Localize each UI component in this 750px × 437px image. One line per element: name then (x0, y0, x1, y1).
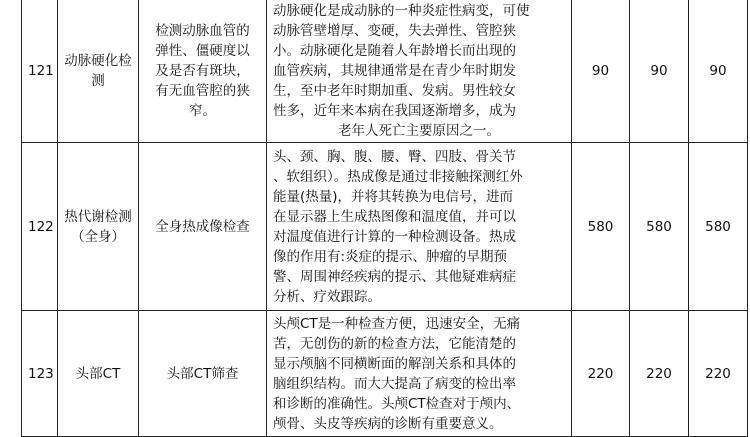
purpose-line: 全身热成像检查 (155, 218, 250, 235)
item-purpose (139, 0, 267, 143)
description-line: 警、周围神经疾病的提示、其他疑难病症 (273, 268, 516, 285)
price-2: 220 (630, 311, 689, 437)
purpose-line: 有无血管腔的狭 (155, 82, 250, 99)
item-description (267, 0, 572, 143)
item-purpose (139, 311, 267, 437)
description-line: 性多，近年来本病在我国逐渐增多，成为 (273, 102, 516, 119)
item-name: 热代谢检测（全身） (58, 143, 139, 311)
price-2: 90 (630, 0, 689, 143)
item-name: 动脉硬化检测 (58, 0, 139, 143)
price-3: 580 (689, 143, 748, 311)
price-2: 580 (630, 143, 689, 311)
price-3: 90 (689, 0, 748, 143)
description-line: 对温度值进行计算的一种检测设备。热成 (273, 228, 516, 245)
price-1: 220 (572, 311, 630, 437)
item-description (267, 143, 572, 311)
table-row (22, 311, 748, 437)
price-1: 580 (572, 143, 630, 311)
table-row (22, 143, 748, 311)
description-line: 脑组织结构。而大大提高了病变的检出率 (273, 375, 516, 392)
description-line: 小。动脉硬化是随着人年龄增长而出现的 (273, 42, 516, 59)
description-line: 显示颅脑不同横断面的解剖关系和具体的 (273, 355, 516, 372)
purpose-line: 检测动脉血管的 (155, 22, 250, 39)
description-line: 动脉管壁增厚、变硬，失去弹性、管腔狭 (273, 22, 516, 39)
purpose-line: 弹性、僵硬度以 (155, 42, 250, 59)
description-line: 血管疾病，其规律通常是在青少年时期发 (273, 62, 516, 79)
description-line: 分析、疗效跟踪。 (273, 288, 381, 305)
description-line: 、软组织）。热成像是通过非接触探测红外 (273, 168, 523, 185)
description-line: 头、颈、胸、腹、腰、臀、四肢、骨关节 (273, 148, 516, 165)
item-number: 121 (22, 0, 58, 143)
description-line: 颅骨、头皮等疾病的诊断有重要意义。 (273, 415, 503, 432)
description-line: 头颅CT是一种检查方便，迅速安全，无痛 (273, 315, 521, 332)
price-3: 220 (689, 311, 748, 437)
description-line: 能量(热量)，并将其转换为电信号，进而 (273, 188, 514, 205)
item-name: 头部CT (58, 311, 139, 437)
description-line: 动脉硬化是成动脉的一种炎症性病变，可使 (273, 2, 530, 19)
exam-items-table (21, 0, 748, 437)
table-row (22, 0, 748, 143)
item-number: 122 (22, 143, 58, 311)
item-purpose (139, 143, 267, 311)
description-line: 和诊断的准确性。头颅CT检查对于颅内、 (273, 395, 521, 412)
description-line: 在显示器上生成热图像和温度值，并可以 (273, 208, 516, 225)
description-line: 苦，无创伤的新的检查方法，它能清楚的 (273, 335, 516, 352)
item-number: 123 (22, 311, 58, 437)
description-line: 生，至中老年时期加重、发病。男性较女 (273, 82, 516, 99)
description-line: 像的作用有:炎症的提示、肿瘤的早期预 (273, 248, 508, 265)
purpose-line: 窄。 (189, 102, 216, 119)
purpose-line: 头部CT筛查 (166, 365, 239, 382)
item-description (267, 311, 572, 437)
purpose-line: 及是否有斑块， (155, 62, 250, 79)
description-line: 老年人死亡主要原因之一。 (338, 122, 500, 139)
price-1: 90 (572, 0, 630, 143)
